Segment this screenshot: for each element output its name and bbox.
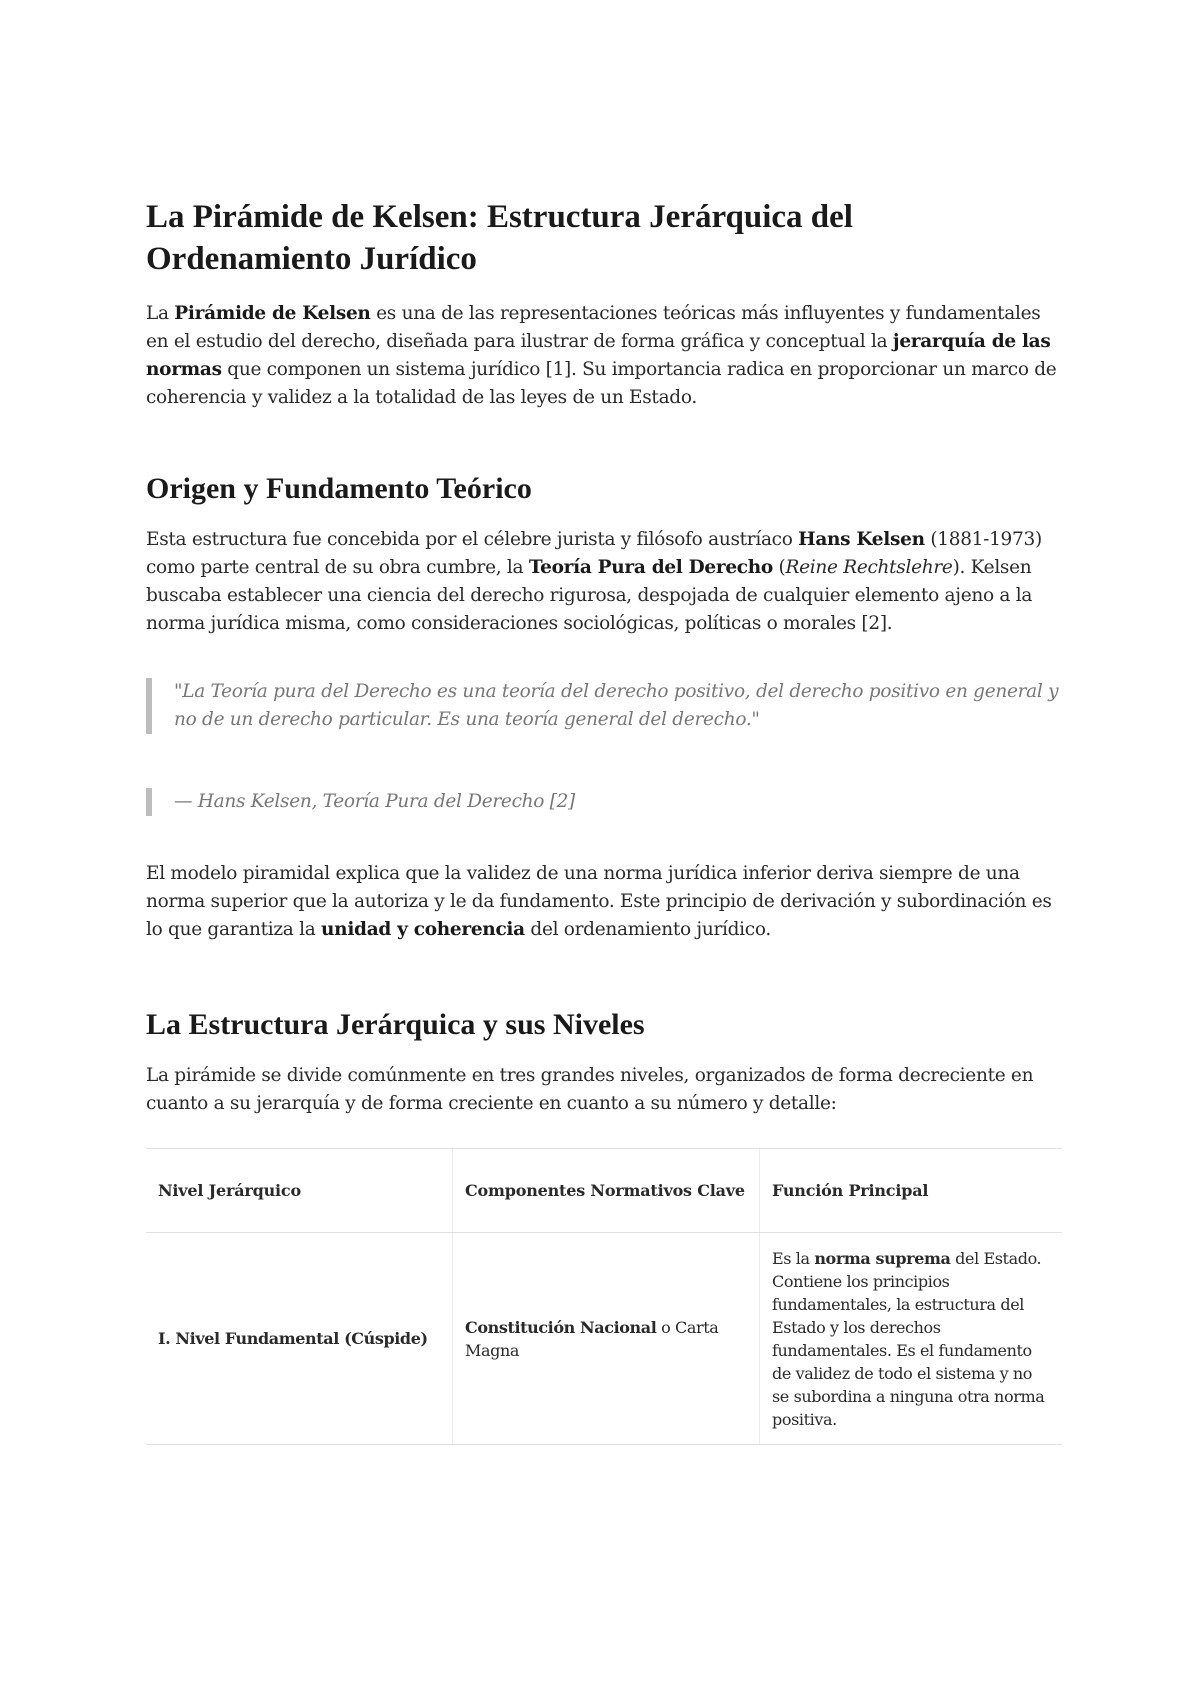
origen-paragraph: Esta estructura fue concebida por el célebre jurista y filósofo austríaco Hans Kelsen (1881-1973) como parte central de su obra cumbre, la Teoría Pura del Derecho (Reine Rechtslehre). Kelsen buscaba establecer una ciencia del derecho rigurosa, despojada de cualquier elemento ajeno a la norma jurídica misma, como consideraciones sociológicas, políticas o morales [2].: [146, 529, 1042, 634]
document-page: [146, 196, 1062, 1445]
section-heading-estructura: La Estructura Jerárquica y sus Niveles: [146, 1008, 645, 1041]
table-cell-componentes: Constitución Nacional o Carta Magna: [453, 1233, 760, 1445]
modelo-paragraph: El modelo piramidal explica que la validez de una norma jurídica inferior deriva siempre de una norma superior que la autoriza y le da fundamento. Este principio de derivación y subordinación es lo que garantiza la unidad y coherencia del ordenamiento jurídico.: [146, 863, 1052, 940]
table-header-row: [146, 1149, 1062, 1233]
niveles-table: [146, 1148, 1062, 1445]
table-cell-funcion: Es la norma suprema del Estado. Contiene los principios fundamentales, la estructura del Estado y los derechos fundamentales. Es el fundamento de validez de todo el sistema y no se subordina a ninguna otra norma positiva.: [760, 1233, 1063, 1445]
page-title: La Pirámide de Kelsen: Estructura Jerárquica del Ordenamiento Jurídico: [146, 199, 853, 277]
estructura-paragraph: La pirámide se divide comúnmente en tres grandes niveles, organizados de forma decreciente en cuanto a su jerarquía y de forma creciente en cuanto a su número y detalle:: [146, 1065, 1034, 1114]
section-heading-origen: Origen y Fundamento Teórico: [146, 472, 532, 505]
table-header-nivel: Nivel Jerárquico: [146, 1149, 453, 1233]
table-header-funcion: Función Principal: [760, 1149, 1063, 1233]
quote-attribution: — Hans Kelsen, Teoría Pura del Derecho [2]: [146, 788, 1062, 816]
table-cell-nivel: I. Nivel Fundamental (Cúspide): [146, 1233, 453, 1445]
intro-paragraph: La Pirámide de Kelsen es una de las representaciones teóricas más influyentes y fundamentales en el estudio del derecho, diseñada para ilustrar de forma gráfica y conceptual la jerarquía de las normas que componen un sistema jurídico [1]. Su importancia radica en proporcionar un marco de coherencia y validez a la totalidad de las leyes de un Estado.: [146, 303, 1057, 408]
table-row: [146, 1233, 1062, 1445]
table-header-componentes: Componentes Normativos Clave: [453, 1149, 760, 1233]
kelsen-quote: "La Teoría pura del Derecho es una teoría del derecho positivo, del derecho positivo en general y no de un derecho particular. Es una teoría general del derecho.": [146, 678, 1062, 734]
